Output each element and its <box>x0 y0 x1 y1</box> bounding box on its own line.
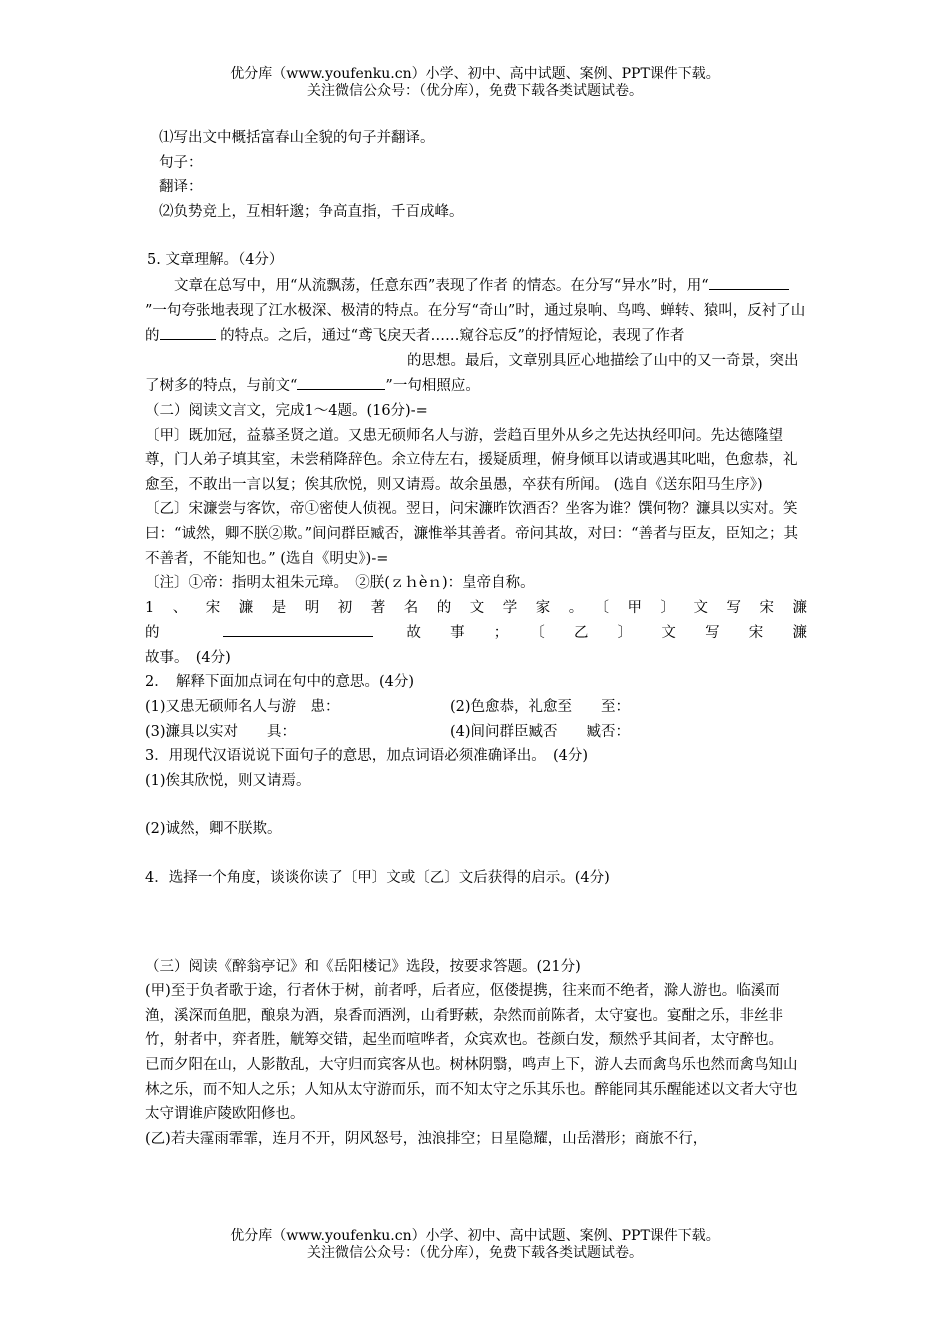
annotation-notes: 〔注〕①帝：指明太祖朱元璋。 ②朕(ｚｈèｎ)：皇帝自称。 <box>145 575 535 592</box>
sentence-label: 句子： <box>159 154 203 171</box>
q5-title: 5. 文章理解。（4分） <box>147 252 284 269</box>
question-1: ⑴写出文中概括富春山全貌的句子并翻译。 <box>159 130 435 146</box>
s2-question-3: 3．用现代汉语说说下面句子的意思，加点词语必须准确译出。 (4分) <box>145 748 589 765</box>
q5-paragraph: 文章在总写中，用“从流飘荡，任意东西”表现了作者 的情态。在分写“异水”时，用“”一句夸张地表现了江水极深、极清的特点。在分写“奇山”时，通过泉响、鸟鸣、蝉转、猿叫，反衬了山的 的特点。之后，通过“鸢飞戾天者……窥谷忘反”的抒情短论，表现了作者的思想。最后，文章别具匠心地描绘了山中的又一奇景，突出了树多的特点，与前文“ ”一句相照应。 <box>145 273 807 399</box>
answer-blank[interactable] <box>223 620 373 637</box>
header-line-2: 关注微信公众号：（优分库），免费下载各类试题试卷。 <box>307 83 643 99</box>
s2-question-3-item1: (1)俟其欣悦，则又请焉。 <box>145 772 311 789</box>
passage-3-yi: (乙)若夫霪雨霏霏，连月不开，阴风怒号，浊浪排空；日星隐耀，山岳潜形；商旅不行， <box>145 1130 708 1147</box>
footer-line-2: 关注微信公众号：（优分库），免费下载各类试题试卷。 <box>307 1245 643 1261</box>
s2-question-4: 4．选择一个角度，谈谈你读了〔甲〕文或〔乙〕文后获得的启示。(4分) <box>145 870 610 887</box>
s2-question-1-line1: 1、宋濂是明初著名的文学家。〔甲〕文写宋濂 <box>145 599 807 616</box>
s2-question-1-line3: 故事。 (4分) <box>145 649 231 666</box>
s2-question-2-row1: (1)又患无硕师名人与游 患： (2)色愈恭，礼愈至 至： <box>145 699 631 716</box>
section-2-title: （二）阅读文言文，完成1～4题。(16分)-= <box>145 402 428 419</box>
passage-jia: 〔甲〕既加冠，益慕圣贤之道。又患无硕师名人与游，尝趋百里外从乡之先达执经叩问。先达德隆望尊，门人弟子填其室，未尝稍降辞色。余立侍左右，援疑质理，俯身倾耳以请或遇其叱咄，色愈恭，礼愈至，不敢出一言以复；俟其欣悦，则又请焉。故余虽愚，卒获有所闻。 (选自《送东阳马生序》) <box>145 427 798 493</box>
translation-label: 翻译： <box>159 179 203 196</box>
document-body <box>145 126 807 1151</box>
s2-question-2-row2: (3)濂具以实对 具： (4)间问群臣臧否 臧否： <box>145 723 631 740</box>
page-header <box>0 66 950 100</box>
answer-blank[interactable] <box>297 373 385 390</box>
question-2: ⑵负势竞上，互相轩邈；争高直指，千百成峰。 <box>159 203 464 220</box>
passage-3-jia-cont: 已而夕阳在山，人影散乱，大守归而宾客从也。树林阴翳，鸣声上下，游人去而禽鸟乐也然而禽鸟知山林之乐，而不知人之乐；人知从太守游而乐，而不知太守之乐其乐也。醉能同其乐醒能述以文者大守也太守谓谁庐陵欧阳修也。 <box>145 1057 798 1123</box>
answer-blank[interactable] <box>160 323 216 340</box>
header-line-1: 优分库（www.youfenku.cn）小学、初中、高中试题、案例、PPT课件下载。 <box>230 66 720 82</box>
passage-yi: 〔乙〕宋濂尝与客饮，帝①密使人侦视。翌日，问宋濂昨饮酒否？坐客为谁？馔何物？濂具以实对。笑曰：“诚然，卿不朕②欺。”间问群臣臧否，濂惟举其善者。帝问其故，对曰：“善者与臣友，臣知之；其不善者，不能知也。” (选自《明史》)-= <box>145 501 798 567</box>
page-footer <box>0 1228 950 1262</box>
s2-question-2: 2． 解释下面加点词在句中的意思。(4分) <box>145 674 415 691</box>
answer-blank[interactable] <box>709 273 789 290</box>
section-3-title: （三）阅读《醉翁亭记》和《岳阳楼记》选段，按要求答题。(21分) <box>145 958 581 975</box>
footer-line-1: 优分库（www.youfenku.cn）小学、初中、高中试题、案例、PPT课件下载。 <box>230 1228 720 1244</box>
s2-question-1-line2: 的 故事；〔乙〕文写宋濂 <box>145 620 807 646</box>
passage-3-jia: (甲)至于负者歌于途，行者休于树，前者呼，后者应，伛偻提携，往来而不绝者，滁人游也。临溪而渔，溪深而鱼肥，酿泉为酒，泉香而酒洌，山肴野蔌，杂然而前陈者，太守宴也。宴酣之乐，非丝非竹，射者中，弈者胜，觥筹交错，起坐而喧哗者，众宾欢也。苍颜白发，颓然乎其间者，太守醉也。 <box>145 983 783 1049</box>
s2-question-3-item2: (2)诚然，卿不朕欺。 <box>145 821 282 838</box>
